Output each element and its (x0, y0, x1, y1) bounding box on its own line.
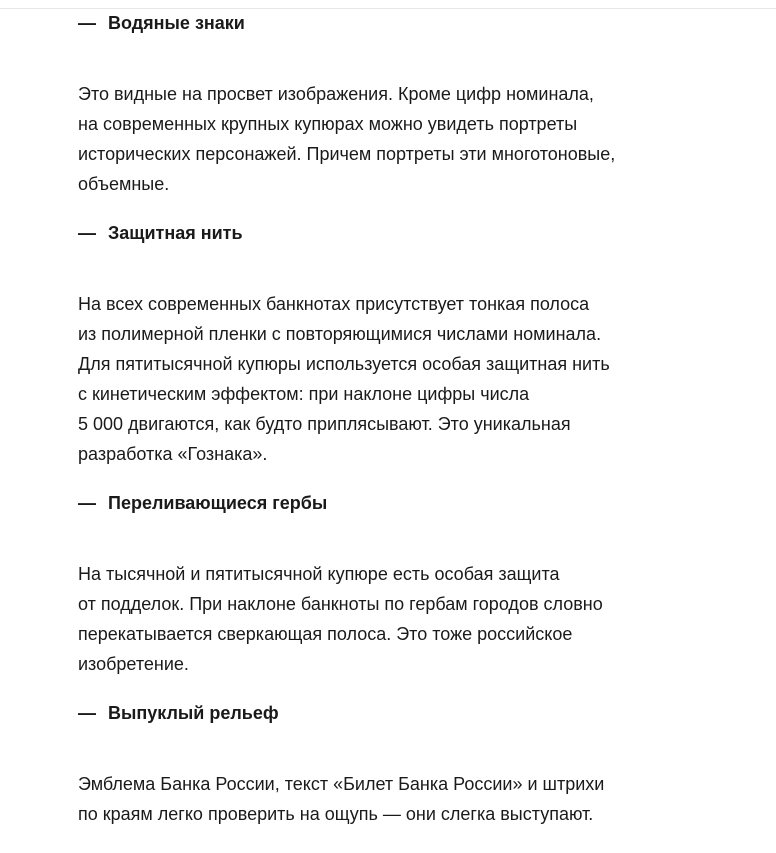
body-line: На всех современных банкнотах присутствует тонкая полоса (78, 294, 590, 314)
heading-dash: — (78, 703, 96, 723)
section-body-security-thread (78, 289, 718, 469)
body-line: перекатывается сверкающая полоса. Это тоже российское (78, 624, 573, 644)
body-line: На тысячной и пятитысячной купюре есть особая защита (78, 564, 560, 584)
section-body-watermarks (78, 79, 718, 199)
body-line: исторических персонажей. Причем портреты эти многотоновые, (78, 144, 616, 164)
body-line: по краям легко проверить на ощупь — они слегка выступают. (78, 804, 594, 824)
body-line: разработка «Гознака». (78, 444, 268, 464)
body-line: изобретение. (78, 654, 189, 674)
section-heading-watermarks (78, 11, 245, 35)
body-line: с кинетическим эффектом: при наклоне цифры числа (78, 384, 530, 404)
section-body-raised-relief (78, 769, 718, 829)
body-line: Эмблема Банка России, текст «Билет Банка России» и штрихи (78, 774, 605, 794)
body-line: из полимерной пленки с повторяющимися числами номинала. (78, 324, 602, 344)
body-line: объемные. (78, 174, 170, 194)
heading-text: Защитная нить (108, 223, 243, 243)
heading-dash: — (78, 493, 96, 513)
body-line: 5 000 двигаются, как будто приплясывают. Это уникальная (78, 414, 571, 434)
heading-dash: — (78, 223, 96, 243)
body-line: Это видные на просвет изображения. Кроме цифр номинала, (78, 84, 594, 104)
heading-dash: — (78, 13, 96, 33)
body-line: на современных крупных купюрах можно увидеть портреты (78, 114, 578, 134)
heading-text: Переливающиеся гербы (108, 493, 328, 513)
section-heading-iridescent-coats-of-arms (78, 491, 327, 515)
body-line: Для пятитысячной купюры используется особая защитная нить (78, 354, 610, 374)
top-divider (0, 8, 776, 9)
section-heading-raised-relief (78, 701, 279, 725)
section-heading-security-thread (78, 221, 243, 245)
heading-text: Водяные знаки (108, 13, 245, 33)
section-body-iridescent-coats-of-arms (78, 559, 718, 679)
body-line: от подделок. При наклоне банкноты по гербам городов словно (78, 594, 603, 614)
heading-text: Выпуклый рельеф (108, 703, 279, 723)
